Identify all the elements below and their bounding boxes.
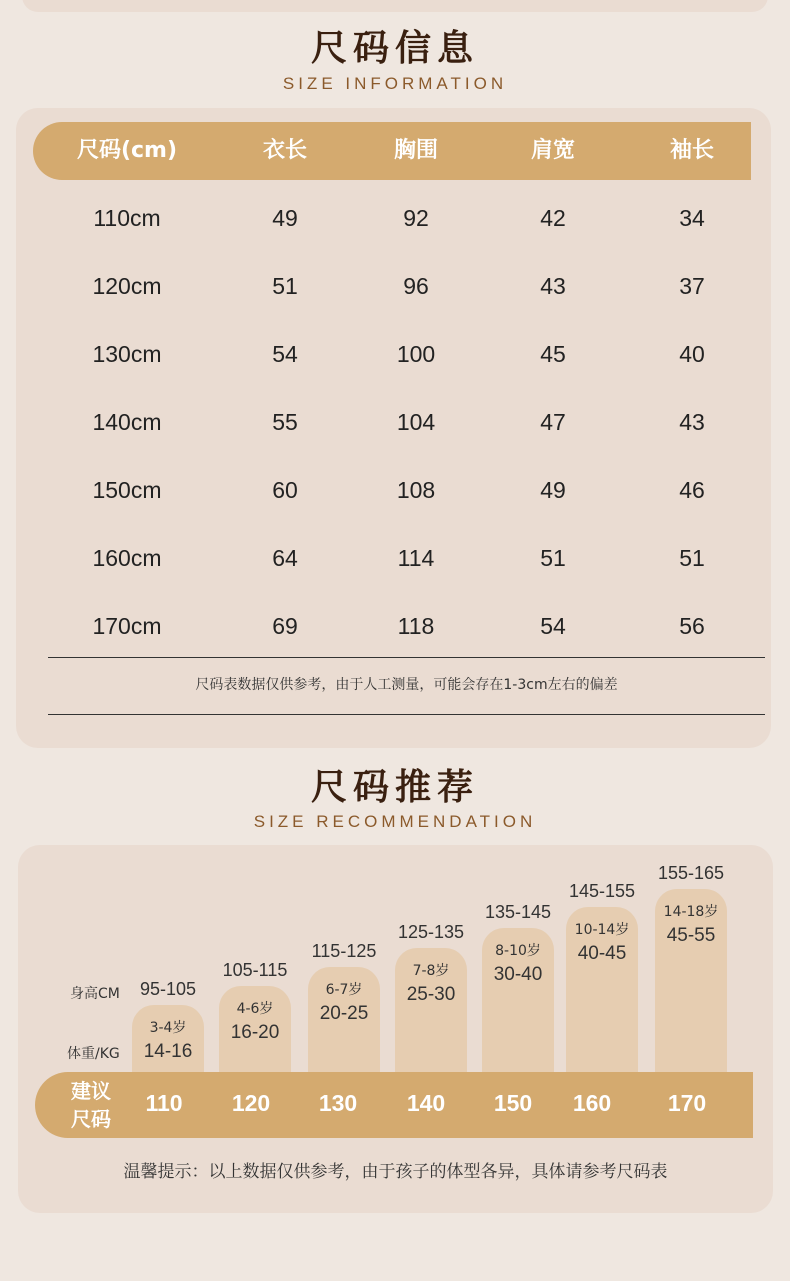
- table-cell: 110cm: [93, 205, 161, 231]
- rec-height-range: 145-155: [568, 881, 636, 901]
- table-header: [33, 122, 751, 180]
- weight-label: 体重/KG: [67, 1046, 120, 1062]
- rec-height-range: 95-105: [139, 979, 197, 999]
- table-cell: 150cm: [92, 477, 162, 503]
- table-cell: 49: [272, 205, 298, 231]
- rec-weight-range: 45-55: [666, 925, 716, 946]
- header-shoulder: 肩宽: [530, 138, 575, 163]
- rec-size-value: 120: [231, 1090, 271, 1116]
- rec-height-range: 115-125: [311, 941, 377, 961]
- size-info-note: 尺码表数据仅供参考，由于人工测量，可能会存在1-3cm左右的偏差: [195, 677, 618, 693]
- rec-age-range: 6-7岁: [325, 982, 363, 998]
- rec-weight-range: 14-16: [143, 1041, 193, 1062]
- table-cell: 42: [540, 205, 566, 231]
- size-rec-note: 温馨提示：以上数据仅供参考，由于孩子的体型各异，具体请参考尺码表: [123, 1162, 668, 1182]
- rec-age-range: 3-4岁: [149, 1020, 187, 1036]
- rec-size-value: 150: [493, 1090, 533, 1116]
- table-cell: 51: [540, 545, 566, 571]
- header-size: 尺码(cm): [76, 138, 178, 163]
- table-cell: 54: [272, 341, 298, 367]
- rec-size-value: 170: [667, 1090, 707, 1116]
- size-info-title: 尺码信息: [310, 28, 479, 69]
- table-cell: 108: [396, 477, 436, 503]
- table-cell: 69: [272, 613, 298, 639]
- rec-weight-range: 16-20: [230, 1022, 280, 1043]
- table-cell: 130cm: [92, 341, 162, 367]
- table-cell: 120cm: [92, 273, 162, 299]
- table-cell: 51: [272, 273, 298, 299]
- table-cell: 49: [540, 477, 566, 503]
- rec-size-value: 130: [318, 1090, 358, 1116]
- table-cell: 45: [540, 341, 566, 367]
- table-cell: 96: [403, 273, 429, 299]
- height-label: 身高CM: [70, 986, 120, 1002]
- table-cell: 55: [272, 409, 298, 435]
- table-cell: 104: [396, 409, 436, 435]
- divider-top: [48, 657, 765, 658]
- rec-height-range: 135-145: [484, 902, 552, 922]
- table-cell: 54: [540, 613, 566, 639]
- size-info-subtitle: SIZE INFORMATION: [282, 74, 508, 93]
- rec-weight-range: 25-30: [406, 984, 456, 1005]
- table-cell: 40: [679, 341, 705, 367]
- table-cell: 34: [679, 205, 705, 231]
- header-chest: 胸围: [393, 138, 438, 163]
- size-rec-title: 尺码推荐: [310, 767, 479, 808]
- rec-weight-range: 20-25: [319, 1003, 369, 1024]
- rec-size-value: 160: [572, 1090, 612, 1116]
- table-cell: 56: [679, 613, 705, 639]
- rec-age-range: 7-8岁: [412, 963, 450, 979]
- table-cell: 43: [540, 273, 566, 299]
- table-cell: 160cm: [92, 545, 162, 571]
- header-sleeve: 袖长: [669, 138, 714, 163]
- table-cell: 47: [540, 409, 566, 435]
- table-cell: 46: [679, 477, 705, 503]
- size-rec-subtitle: SIZE RECOMMENDATION: [253, 812, 537, 831]
- table-cell: 60: [272, 477, 298, 503]
- rec-size-label: [66, 1077, 116, 1133]
- rec-age-range: 4-6岁: [236, 1001, 274, 1017]
- table-cell: 118: [397, 613, 435, 639]
- rec-weight-range: 30-40: [493, 964, 543, 985]
- rec-size-value: 140: [406, 1090, 446, 1116]
- table-cell: 37: [679, 273, 705, 299]
- table-cell: 92: [403, 205, 429, 231]
- top-strip-decoration: [22, 0, 768, 12]
- table-cell: 51: [679, 545, 705, 571]
- rec-height-range: 125-135: [397, 922, 465, 942]
- rec-age-range: 8-10岁: [495, 943, 541, 959]
- table-cell: 100: [396, 341, 436, 367]
- rec-weight-range: 40-45: [577, 943, 627, 964]
- rec-size-label-line2: 尺码: [71, 1107, 111, 1131]
- rec-size-label-line1: 建议: [71, 1079, 111, 1103]
- table-cell: 43: [679, 409, 705, 435]
- rec-age-range: 10-14岁: [574, 922, 630, 938]
- table-cell: 170cm: [92, 613, 162, 639]
- table-cell: 140cm: [92, 409, 162, 435]
- header-length: 衣长: [262, 138, 307, 163]
- rec-size-value: 110: [145, 1090, 183, 1116]
- rec-age-range: 14-18岁: [663, 904, 719, 920]
- rec-height-range: 155-165: [657, 863, 725, 883]
- divider-bottom: [48, 714, 765, 715]
- table-cell: 114: [397, 545, 435, 571]
- rec-height-range: 105-115: [222, 960, 288, 980]
- table-cell: 64: [272, 545, 298, 571]
